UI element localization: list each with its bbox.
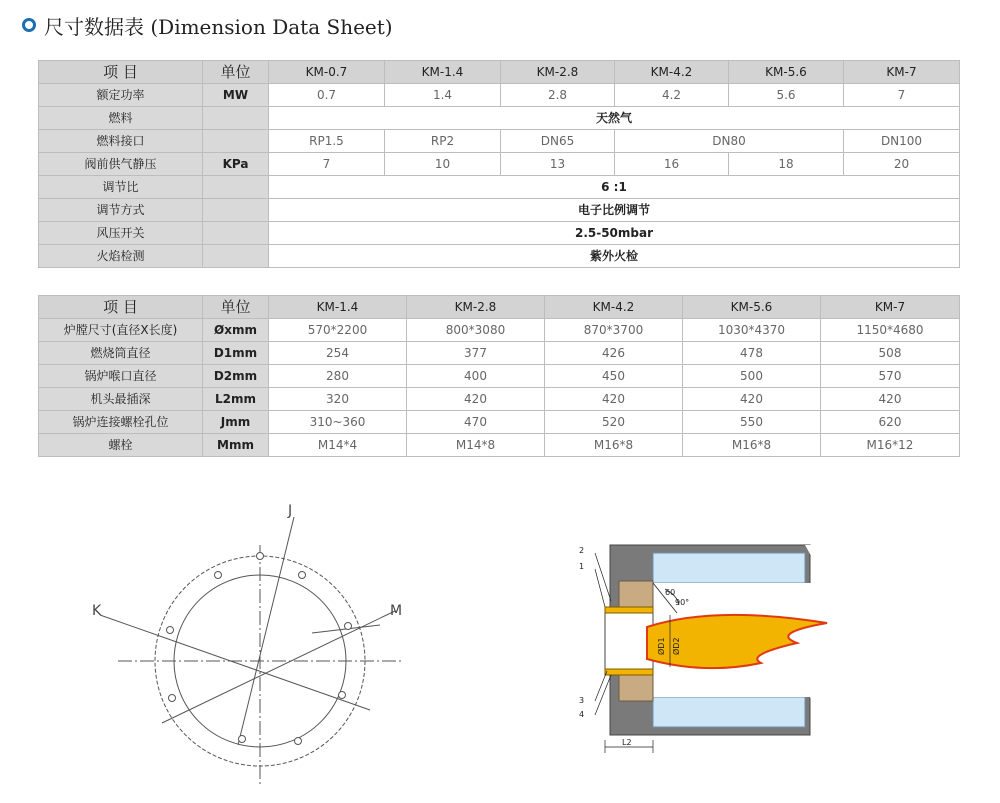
table-header-row (39, 296, 960, 319)
table-cell: 478 (683, 342, 821, 365)
table-cell: 426 (545, 342, 683, 365)
table-cell: 1150*4680 (821, 319, 960, 342)
d2-label: ØD2 (672, 637, 681, 655)
table-cell: RP2 (385, 130, 501, 153)
table-cell: 7 (269, 153, 385, 176)
table-cell: 13 (501, 153, 615, 176)
label-k: K (92, 603, 102, 619)
row-unit: D1mm (203, 342, 269, 365)
table-cell: 紫外火检 (269, 245, 960, 268)
row-label: 锅炉连接螺栓孔位 (39, 411, 203, 434)
header-unit: 单位 (203, 61, 269, 84)
table-row (39, 222, 960, 245)
table-row (39, 176, 960, 199)
row-unit (203, 245, 269, 268)
table-cell: 470 (407, 411, 545, 434)
page-title (22, 10, 393, 40)
table-cell: 254 (269, 342, 407, 365)
table-cell: 550 (683, 411, 821, 434)
table-cell: 电子比例调节 (269, 199, 960, 222)
table-cell: DN65 (501, 130, 615, 153)
row-label: 风压开关 (39, 222, 203, 245)
table-cell: 2.8 (501, 84, 615, 107)
row-unit: KPa (203, 153, 269, 176)
row-unit (203, 107, 269, 130)
bolt-hole (169, 695, 176, 702)
spec-table-1 (38, 60, 960, 268)
table-cell: 320 (269, 388, 407, 411)
bolt-hole (167, 627, 174, 634)
label-m: M (390, 603, 403, 619)
table-row (39, 434, 960, 457)
furnace-section-diagram (565, 535, 845, 760)
table-row (39, 153, 960, 176)
row-unit: MW (203, 84, 269, 107)
table-cell: 0.7 (269, 84, 385, 107)
table-cell: 570 (821, 365, 960, 388)
leader-3 (595, 671, 607, 701)
row-unit: D2mm (203, 365, 269, 388)
row-unit: Øxmm (203, 319, 269, 342)
label-4: 4 (579, 710, 585, 719)
header-model: KM-1.4 (269, 296, 407, 319)
row-unit (203, 222, 269, 245)
row-label: 燃料接口 (39, 130, 203, 153)
header-model: KM-5.6 (729, 61, 844, 84)
row-label: 机头最插深 (39, 388, 203, 411)
upper-water-jacket (653, 553, 805, 583)
label-3: 3 (579, 696, 585, 705)
table-cell: 420 (821, 388, 960, 411)
table-header-row (39, 61, 960, 84)
header-model: KM-4.2 (545, 296, 683, 319)
table-cell: 420 (407, 388, 545, 411)
header-item: 项 目 (39, 61, 203, 84)
row-unit: L2mm (203, 388, 269, 411)
j-leader-line (238, 517, 294, 745)
header-model: KM-2.8 (501, 61, 615, 84)
table-cell: M14*4 (269, 434, 407, 457)
table-cell: M16*12 (821, 434, 960, 457)
table-row (39, 245, 960, 268)
lower-water-jacket (653, 697, 805, 727)
table-cell: 520 (545, 411, 683, 434)
table-cell: 20 (844, 153, 960, 176)
table-cell: 5.6 (729, 84, 844, 107)
table-row (39, 388, 960, 411)
table-cell: 2.5-50mbar (269, 222, 960, 245)
table-row (39, 130, 960, 153)
table-row (39, 342, 960, 365)
table-cell: RP1.5 (269, 130, 385, 153)
row-label: 调节方式 (39, 199, 203, 222)
table-cell: 310~360 (269, 411, 407, 434)
table-cell: 450 (545, 365, 683, 388)
table-cell: 400 (407, 365, 545, 388)
seal-ring-lower (605, 669, 653, 675)
bolt-hole (257, 553, 264, 560)
row-unit: Jmm (203, 411, 269, 434)
label-1: 1 (579, 562, 585, 571)
row-unit: Mmm (203, 434, 269, 457)
angle-label-1: 60 (665, 588, 676, 597)
table-cell: 1.4 (385, 84, 501, 107)
label-j: J (288, 503, 293, 519)
k-leader-line (100, 615, 370, 710)
header-unit: 单位 (203, 296, 269, 319)
row-label: 火焰检测 (39, 245, 203, 268)
row-label: 锅炉喉口直径 (39, 365, 203, 388)
table-cell: 16 (615, 153, 729, 176)
table-cell: 6 :1 (269, 176, 960, 199)
table-cell: 570*2200 (269, 319, 407, 342)
bolt-hole (239, 736, 246, 743)
header-model: KM-0.7 (269, 61, 385, 84)
table-cell: 7 (844, 84, 960, 107)
table-cell: 508 (821, 342, 960, 365)
header-model: KM-4.2 (615, 61, 729, 84)
label-2: 2 (579, 546, 585, 555)
row-label: 调节比 (39, 176, 203, 199)
row-label: 燃料 (39, 107, 203, 130)
header-model: KM-5.6 (683, 296, 821, 319)
row-label: 燃烧筒直径 (39, 342, 203, 365)
row-label: 阀前供气静压 (39, 153, 203, 176)
table-cell: M14*8 (407, 434, 545, 457)
bolt-hole (339, 692, 346, 699)
bolt-circle-diagram (80, 495, 420, 795)
row-label: 额定功率 (39, 84, 203, 107)
row-label: 炉膛尺寸(直径X长度) (39, 319, 203, 342)
bolt-hole (295, 738, 302, 745)
table-cell: 377 (407, 342, 545, 365)
bolt-hole (345, 623, 352, 630)
table-cell: 500 (683, 365, 821, 388)
table-cell: DN100 (844, 130, 960, 153)
l2-label: L2 (622, 738, 632, 747)
table-cell: 620 (821, 411, 960, 434)
bolt-hole (299, 572, 306, 579)
row-unit (203, 199, 269, 222)
table-cell: 420 (545, 388, 683, 411)
row-unit (203, 130, 269, 153)
table-cell: 10 (385, 153, 501, 176)
table-row (39, 199, 960, 222)
table-row (39, 84, 960, 107)
leader-1 (595, 569, 605, 607)
row-label: 螺栓 (39, 434, 203, 457)
header-item: 项 目 (39, 296, 203, 319)
table-row (39, 319, 960, 342)
title-text: 尺寸数据表 (Dimension Data Sheet) (44, 14, 393, 39)
table-cell: 天然气 (269, 107, 960, 130)
d1-label: ØD1 (657, 637, 666, 655)
table-row (39, 411, 960, 434)
table-cell: 420 (683, 388, 821, 411)
spec-table-2 (38, 295, 960, 457)
table-cell: M16*8 (545, 434, 683, 457)
burner-throat (605, 613, 653, 669)
row-unit (203, 176, 269, 199)
table-cell: DN80 (615, 130, 844, 153)
bolt-hole (215, 572, 222, 579)
table-cell: 4.2 (615, 84, 729, 107)
table-cell: 800*3080 (407, 319, 545, 342)
table-row (39, 365, 960, 388)
table-cell: 1030*4370 (683, 319, 821, 342)
angle-label-2: 90° (675, 598, 690, 607)
header-model: KM-1.4 (385, 61, 501, 84)
table-cell: 280 (269, 365, 407, 388)
header-model: KM-7 (844, 61, 960, 84)
header-model: KM-2.8 (407, 296, 545, 319)
table-row (39, 107, 960, 130)
header-model: KM-7 (821, 296, 960, 319)
title-bullet-icon (22, 18, 36, 32)
table-cell: 18 (729, 153, 844, 176)
table-cell: 870*3700 (545, 319, 683, 342)
seal-ring-upper (605, 607, 653, 613)
table-cell: M16*8 (683, 434, 821, 457)
